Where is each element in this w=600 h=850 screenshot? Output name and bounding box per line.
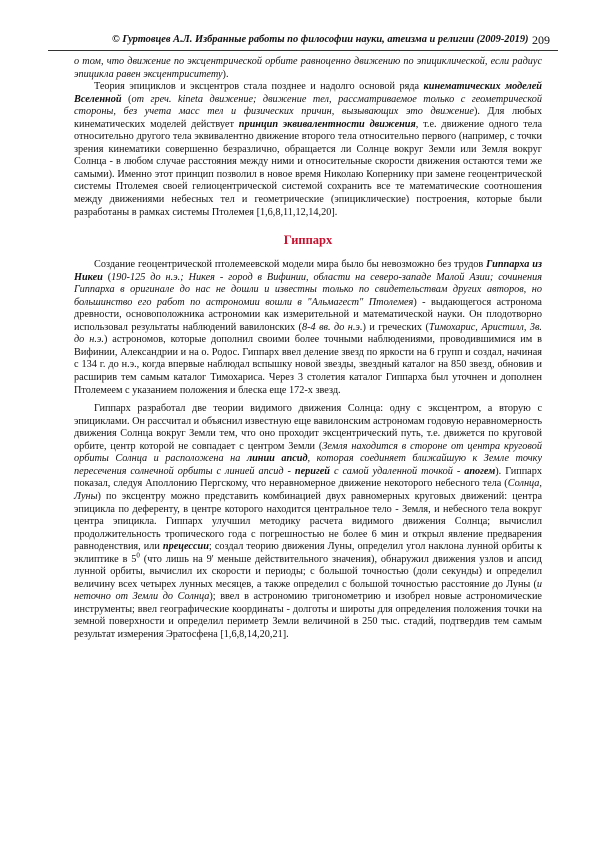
text-run: ) астрономов, которые дополнил своими более точными наблюдениями, проводившимися им в Вифинии, Александрии и на о. Родос. Гиппарх ввел деление звезд по яркости на 6 групп и создал, начиная с 134 г. до н.э., когда впервые наблюдал вспышку новой звезды, звездный каталог на 850 звезд, обновив и расширив тем самым каталог Тимохариса. Через 3 столетия каталог Гиппарха был уточнен и дополнен Птолемеем с указанием положения и блеска еще 172-х звезд. <box>74 334 542 396</box>
degree-superscript: 0 <box>136 551 140 560</box>
text-run: (что лишь на 9' меньше действительного значения), обнаружил движения узлов и апсид лунной орбиты, вычислил их скорости и периоды; с большой точностью (доли секунды) и определил величину всех четырех лунных месяцев, а также определил с большой точностью расстояние до Луны ( <box>74 553 542 590</box>
term-perigee: перигей <box>294 465 330 477</box>
text-run: Создание геоцентрической птолемеевской модели мира было бы невозможно без трудов <box>94 259 487 271</box>
text-run: ) по эксцентру можно представить комбинацией двух равномерных круговых движений: центра эпицикла по деференту, в центре которого находится центральное тело - Земля, и небесного тела вокруг центра эпицикла. Гиппарх улучшил методику расчета видимого движения Солнца; вычислил продолжительность тропического года с погрешностью не более 6 мин и открыл явление предварения равноденствия, или <box>74 490 542 553</box>
paragraph-hipparchus-theories <box>74 403 542 641</box>
italic-run: , которая соединяет ближайшую к Земле точку пересечения солнечной орбиты с линией апсид - <box>74 453 542 477</box>
text-run: Гиппарх разработал две теории видимого движения Солнца: одну с эксцентром, а вторую с эпициклами. Он рассчитал и объяснил известную еще вавилонским астрономам годовую неравномерность движения Солнца вокруг Земли тем, что оно проходит эксцентрический путь, т.е. движется по круговой орбите, центр которой не совпадает с центром Земли ( <box>74 403 542 452</box>
text-run: ). Для любых кинематических моделей действует <box>74 106 542 130</box>
text-run: Теория эпициклов и эксцентров стала позднее и надолго основой ряда <box>94 81 424 93</box>
italic-run: Тимохарис, Аристилл, 3в. до н.э. <box>74 321 542 346</box>
italic-run: 190-125 до н.э.; Никея - город в Вифинии, области на северо-западе Малой Азии; сочинения Гиппарха в оригинале до нас не дошли и известны только по свидетельствам других авторов, но большинство его работ по астрономии вошли в "Альмагест" Птолемея <box>74 271 542 308</box>
section-heading: Гиппарх <box>283 233 333 248</box>
italic-run: с самой удаленной точкой - <box>330 465 465 477</box>
italic-run: Солнца, Луны <box>74 478 542 502</box>
term-kinematic-models: кинематических моделей Вселенной <box>74 81 542 105</box>
term-apogee: апогем <box>464 465 496 477</box>
paragraph-continuation <box>74 56 542 81</box>
paragraph-kinematic-models <box>74 81 542 219</box>
italic-run: Земля находится в стороне от центра круговой орбиты Солнца и расположена на <box>74 440 542 465</box>
header-title: © Гуртовцев А.Л. Избранные работы по философии науки, атеизма и религии (2009-2019) <box>112 34 529 45</box>
intro-italic: о том, что движение по эксцентрической орбите равноценно движению по эпициклической, если радиус эпицикла равен эксцентриситету <box>74 56 542 80</box>
text-run: ); ввел в астрономию тригонометрию и изобрел новые астрономические инструменты; ввел географические координаты - долготы и широты для определения положения точки на земной поверхности и определил периметр Земли величиной в 250 тыс. стадий, подтвердив тем самым результат измерения Эратосфена [1,6,8,14,20,21]. <box>74 591 542 640</box>
text-run: ; создал теорию движения Луны, определил угол наклона лунной орбиты к эклиптике в 5 <box>74 541 542 565</box>
text-run: , т.е. движение одного тела относительно другого тела эквивалентно движение второго тела относительно первого (например, с точки зрения кинематики совершенно безразлично, обращается ли Солнце вокруг Земли или Земля вокруг Солнца - в любом случае расстояния между ними и относительные скорости движения остаются теми же самыми). Именно этот принцип позволил в новое время Николаю Копернику при замене геоцентрической системы Птолемея своей гелиоцентрической системой сохранить все те математические соотношения между движениями небесных тел и геометрические (эпициклические) построения, которые были разработаны в рамках системы Птолемея [1,6,8,11,12,14,20]. <box>74 118 542 218</box>
intro-end: ). <box>222 68 229 80</box>
term-precession: прецессии <box>162 541 209 553</box>
paragraph-hipparchus-intro <box>74 259 542 397</box>
text-run: ). Гиппарх показал, следуя Аполлонию Пергскому, что неравномерное движение некоторого небесного тела ( <box>74 465 542 490</box>
term-hipparchus: Гиппарха из Никеи <box>74 259 542 283</box>
text-run: ( <box>121 93 132 105</box>
page-number: 209 <box>532 33 550 47</box>
text-run: ( <box>102 271 112 283</box>
italic-run: и неточно от Земли до Солнца <box>74 578 542 603</box>
header-rule <box>48 50 558 51</box>
body-text <box>74 56 542 642</box>
italic-run: 8-4 вв. до н.э. <box>301 321 363 333</box>
term-equivalence-principle: принцип эквивалентности движения <box>238 118 416 130</box>
running-header <box>112 34 552 45</box>
term-line-of-apsides: линии апсид <box>246 453 308 465</box>
italic-run: от греч. kinеta движение; движение тел, рассматриваемое только с геометрической стороны, без учета масс тел и физических причин, вызывающих это движение <box>74 93 542 118</box>
text-run: ) и греческих ( <box>362 321 429 333</box>
text-run: ) - выдающегося астронома древности, основоположника астрономии как измерительной и математической науки. Он плодотворно использовал результаты наблюдений вавилонских ( <box>74 296 542 333</box>
